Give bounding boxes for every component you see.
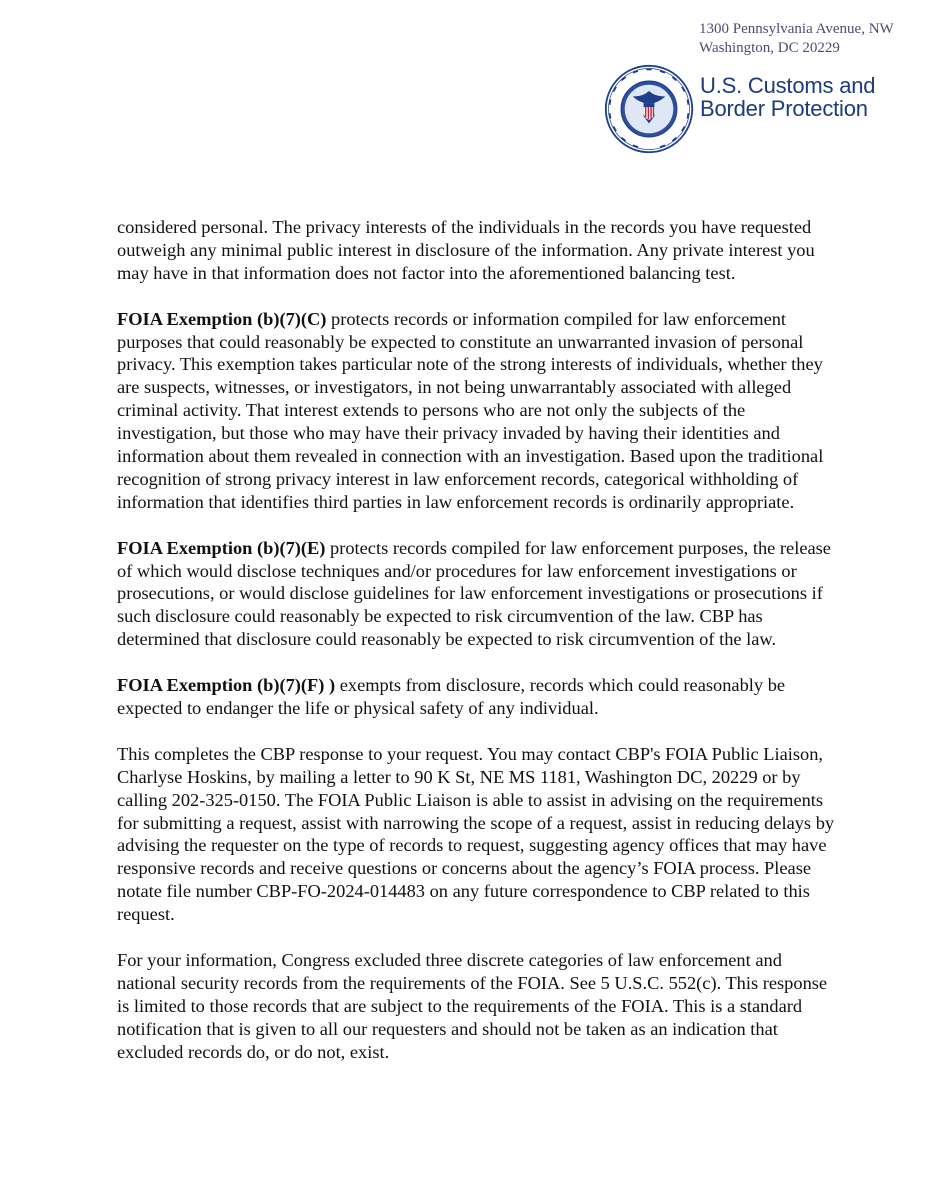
exemption-7f-text: exempts from disclosure, records which could reasonably be expected to endanger the life or physical safety of any individual.	[117, 675, 786, 718]
letterhead-address	[699, 20, 894, 58]
address-line-city: Washington, DC 20229	[699, 40, 840, 56]
paragraph-public-liaison: This completes the CBP response to your request. You may contact CBP's FOIA Public Liaison, Charlyse Hoskins, by mailing a letter to 90 K St, NE MS 1181, Washington DC, 20229 or by calling 202-325-0150. The FOIA Public Liaison is able to assist in advising on the requirements for submitting a request, assist with narrowing the scope of a request, assist in reducing delays by advising the requester on the type of records to request, suggesting agency offices that may have responsive records and receive questions or concerns about the agency’s FOIA process. Please notate file number CBP-FO-2024-014483 on any future correspondence to CBP related to this request.	[117, 743, 835, 925]
agency-name-line2: Border Protection	[700, 96, 868, 121]
exemption-7c-text: protects records or information compiled for law enforcement purposes that could reasonably be expected to constitute an unwarranted invasion of personal privacy. This exemption takes particular note of the strong interests of individuals, whether they are suspects, witnesses, or investigators, in not being unwarrantably associated with alleged criminal activity. That interest extends to persons who are not only the subjects of the investigation, but those who may have their privacy invaded by having their identities and information about them revealed in connection with an investigation. Based upon the traditional recognition of strong privacy interest in law enforcement records, categorical withholding of information that identifies third parties in law enforcement records is ordinarily appropriate.	[117, 308, 824, 512]
exemption-7e-heading: FOIA Exemption (b)(7)(E)	[117, 537, 326, 558]
cbp-seal-icon	[604, 64, 694, 154]
paragraph-privacy-balancing: considered personal. The privacy interests of the individuals in the records you have requested outweigh any minimal public interest in disclosure of the information. Any private interest you may have in that information does not factor into the aforementioned balancing test.	[117, 217, 815, 283]
exemption-7e-text: protects records compiled for law enforcement purposes, the release of which would disclose techniques and/or procedures for law enforcement investigations or prosecutions, or would disclose guidelines for law enforcement investigations or prosecutions if such disclosure could reasonably be expected to risk circumvention of the law. CBP has determined that disclosure could reasonably be expected to risk circumvention of the law.	[117, 537, 831, 650]
letter-body	[117, 216, 837, 1086]
exemption-7f-heading: FOIA Exemption (b)(7)(F) )	[117, 675, 336, 696]
paragraph-excluded-records: For your information, Congress excluded three discrete categories of law enforcement and national security records from the requirements of the FOIA. See 5 U.S.C. 552(c). This response is limited to those records that are subject to the requirements of the FOIA. This is a standard notification that is given to all our requesters and should not be taken as an indication that excluded records do, or do not, exist.	[117, 949, 828, 1062]
agency-name	[700, 74, 875, 120]
paragraph-exemption-7c	[117, 308, 837, 514]
exemption-7c-heading: FOIA Exemption (b)(7)(C)	[117, 308, 327, 329]
paragraph-exemption-7f	[117, 674, 837, 720]
paragraph-exemption-7e	[117, 537, 837, 652]
agency-name-line1: U.S. Customs and	[700, 73, 876, 98]
address-line-street: 1300 Pennsylvania Avenue, NW	[699, 21, 894, 37]
